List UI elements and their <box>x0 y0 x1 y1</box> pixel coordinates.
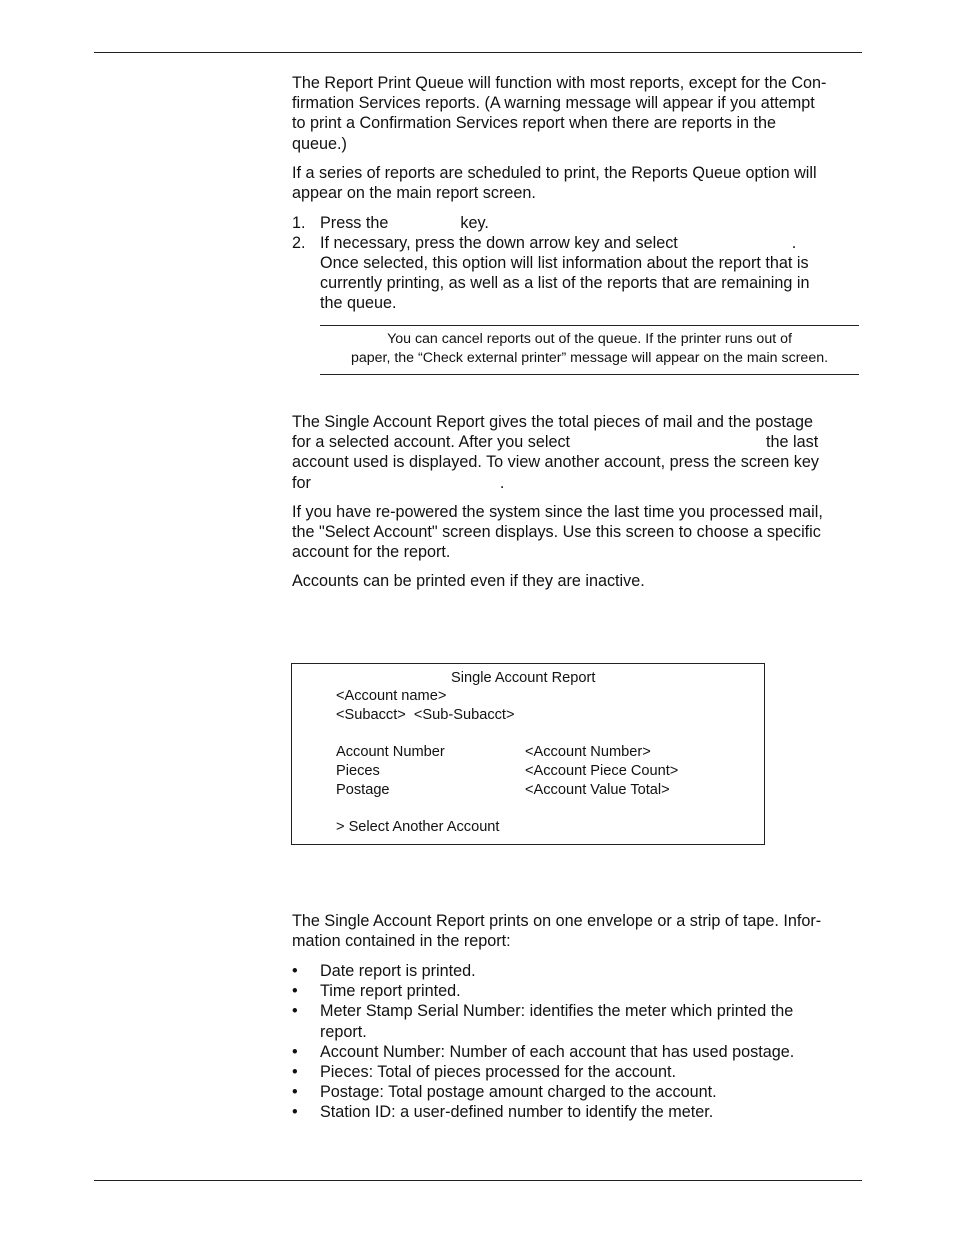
list-item-text: Pieces: Total of pieces processed for the account. <box>320 1063 677 1082</box>
bullet: • <box>292 1083 298 1102</box>
single-account-screen <box>291 663 765 845</box>
footer-rule <box>94 1180 862 1181</box>
bullet: • <box>292 982 298 1001</box>
step-number: 2. <box>292 234 306 252</box>
list-item <box>292 1062 858 1082</box>
screen-row-label: Pieces <box>336 763 380 779</box>
list-item <box>292 961 858 981</box>
screen-row-value: <Account Number> <box>525 744 651 760</box>
queue-steps <box>292 213 858 313</box>
text-span: for a selected account. After you select <box>292 433 571 452</box>
text-span: account used is displayed. To view another account, press the screen key <box>292 453 819 472</box>
select-another-account-option[interactable]: > Select Another Account <box>336 819 500 835</box>
step-2 <box>292 233 858 313</box>
single-paragraph-3: Accounts can be printed even if they are inactive. <box>292 572 645 591</box>
bullet: • <box>292 1103 298 1122</box>
printed-section <box>292 911 858 951</box>
screen-title: Single Account Report <box>451 670 596 686</box>
step-text: Press the <box>320 214 389 232</box>
list-item-text: Time report printed. <box>320 982 461 1001</box>
step-text: key. <box>460 214 489 232</box>
single-paragraph-2: If you have re-powered the system since the last time you processed mail, the "Select Account" screen displays. Use this screen to choose a specific account for the report. <box>292 502 823 562</box>
note-box <box>320 325 859 375</box>
printed-intro: The Single Account Report prints on one envelope or a strip of tape. Infor- mation contained in the report: <box>292 912 822 951</box>
list-item <box>292 1082 858 1102</box>
screen-subaccts: <Subacct> <Sub-Subacct> <box>336 707 515 723</box>
step-text: . <box>791 234 797 252</box>
header-rule <box>94 52 862 53</box>
text-span: for <box>292 473 311 492</box>
list-item-text: Account Number: Number of each account that has used postage. <box>320 1042 795 1061</box>
text-span: . <box>499 473 505 492</box>
bullet: • <box>292 1002 298 1021</box>
queue-paragraph-2: If a series of reports are scheduled to print, the Reports Queue option will appear on the main report screen. <box>292 163 817 203</box>
step-1 <box>292 213 858 233</box>
list-item <box>292 1102 858 1122</box>
list-item <box>292 981 858 1001</box>
text-span: The Single Account Report gives the total pieces of mail and the postage <box>292 413 814 431</box>
step-detail: Once selected, this option will list information about the report that is currently printing, as well as a list of the reports that are remaining in the queue. <box>320 254 810 312</box>
queue-section <box>292 73 858 203</box>
list-item <box>292 1042 858 1062</box>
list-item-text: Date report is printed. <box>320 962 476 980</box>
single-paragraph-1 <box>292 412 858 493</box>
list-item-text: Station ID: a user-defined number to identify the meter. <box>320 1103 714 1122</box>
note-text: You can cancel reports out of the queue. If the printer runs out of paper, the “Check external printer” message will appear on the main screen. <box>350 331 829 366</box>
bullet: • <box>292 962 298 980</box>
list-item <box>292 1001 858 1041</box>
bullet: • <box>292 1063 298 1082</box>
screen-row-value: <Account Piece Count> <box>525 763 679 779</box>
screen-row-label: Postage <box>336 782 390 798</box>
queue-paragraph-1: The Report Print Queue will function with most reports, except for the Con- firmation Services reports. (A warning message will appear if you attempt to print a Confirmation Services report when there are reports in the queue.) <box>292 74 827 153</box>
screen-account-name: <Account name> <box>336 688 447 704</box>
list-item-text: Meter Stamp Serial Number: identifies the meter which printed the report. <box>320 1002 794 1041</box>
step-text: If necessary, press the down arrow key and select <box>320 234 678 252</box>
step-number: 1. <box>292 214 306 232</box>
screen-row-value: <Account Value Total> <box>525 782 670 798</box>
list-item-text: Postage: Total postage amount charged to the account. <box>320 1083 717 1102</box>
screen-row-label: Account Number <box>336 744 445 760</box>
bullet: • <box>292 1042 298 1061</box>
single-account-section <box>292 412 858 592</box>
printed-items-list <box>292 961 858 1123</box>
text-span: the last <box>766 433 819 452</box>
